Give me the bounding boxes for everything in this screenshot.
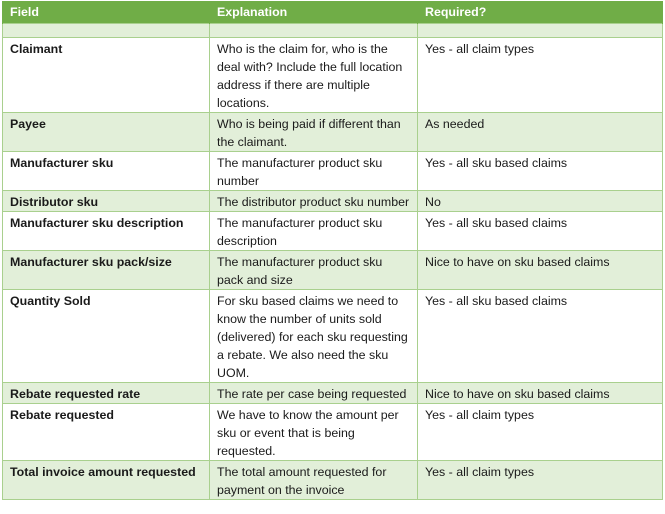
- explanation-cell: The manufacturer product sku description: [210, 212, 418, 251]
- field-cell: Distributor sku: [3, 191, 210, 212]
- required-cell: Yes - all sku based claims: [418, 212, 663, 251]
- required-cell: Nice to have on sku based claims: [418, 251, 663, 290]
- field-cell: Manufacturer sku: [3, 152, 210, 191]
- table-row: [3, 461, 663, 500]
- spacer-row: [3, 24, 663, 38]
- explanation-cell: The manufacturer product sku pack and size: [210, 251, 418, 290]
- table-row: [3, 212, 663, 251]
- header-required: Required?: [418, 1, 663, 24]
- table-row: [3, 38, 663, 113]
- table-row: [3, 251, 663, 290]
- explanation-cell: Who is being paid if different than the claimant.: [210, 113, 418, 152]
- spacer-cell: [210, 24, 418, 38]
- spacer-cell: [3, 24, 210, 38]
- explanation-cell: For sku based claims we need to know the number of units sold (delivered) for each sku requesting a rebate. We also need the sku UOM.: [210, 290, 418, 383]
- spacer-cell: [418, 24, 663, 38]
- required-cell: As needed: [418, 113, 663, 152]
- required-cell: Yes - all sku based claims: [418, 290, 663, 383]
- claim-fields-table: [2, 1, 663, 500]
- explanation-cell: The manufacturer product sku number: [210, 152, 418, 191]
- field-cell: Rebate requested rate: [3, 383, 210, 404]
- required-cell: Yes - all claim types: [418, 38, 663, 113]
- table-row: [3, 113, 663, 152]
- table-row: [3, 404, 663, 461]
- explanation-cell: The total amount requested for payment on the invoice: [210, 461, 418, 500]
- field-cell: Manufacturer sku description: [3, 212, 210, 251]
- required-cell: Yes - all sku based claims: [418, 152, 663, 191]
- field-cell: Claimant: [3, 38, 210, 113]
- field-cell: Rebate requested: [3, 404, 210, 461]
- field-cell: Payee: [3, 113, 210, 152]
- required-cell: Yes - all claim types: [418, 404, 663, 461]
- field-cell: Quantity Sold: [3, 290, 210, 383]
- header-field: Field: [3, 1, 210, 24]
- field-cell: Manufacturer sku pack/size: [3, 251, 210, 290]
- explanation-cell: The distributor product sku number: [210, 191, 418, 212]
- header-row: [3, 1, 663, 24]
- required-cell: Yes - all claim types: [418, 461, 663, 500]
- header-explanation: Explanation: [210, 1, 418, 24]
- explanation-cell: We have to know the amount per sku or event that is being requested.: [210, 404, 418, 461]
- table-row: [3, 191, 663, 212]
- required-cell: Nice to have on sku based claims: [418, 383, 663, 404]
- explanation-cell: Who is the claim for, who is the deal with? Include the full location address if there are multiple locations.: [210, 38, 418, 113]
- explanation-cell: The rate per case being requested: [210, 383, 418, 404]
- field-cell: Total invoice amount requested: [3, 461, 210, 500]
- table-row: [3, 290, 663, 383]
- table-row: [3, 383, 663, 404]
- required-cell: No: [418, 191, 663, 212]
- table-row: [3, 152, 663, 191]
